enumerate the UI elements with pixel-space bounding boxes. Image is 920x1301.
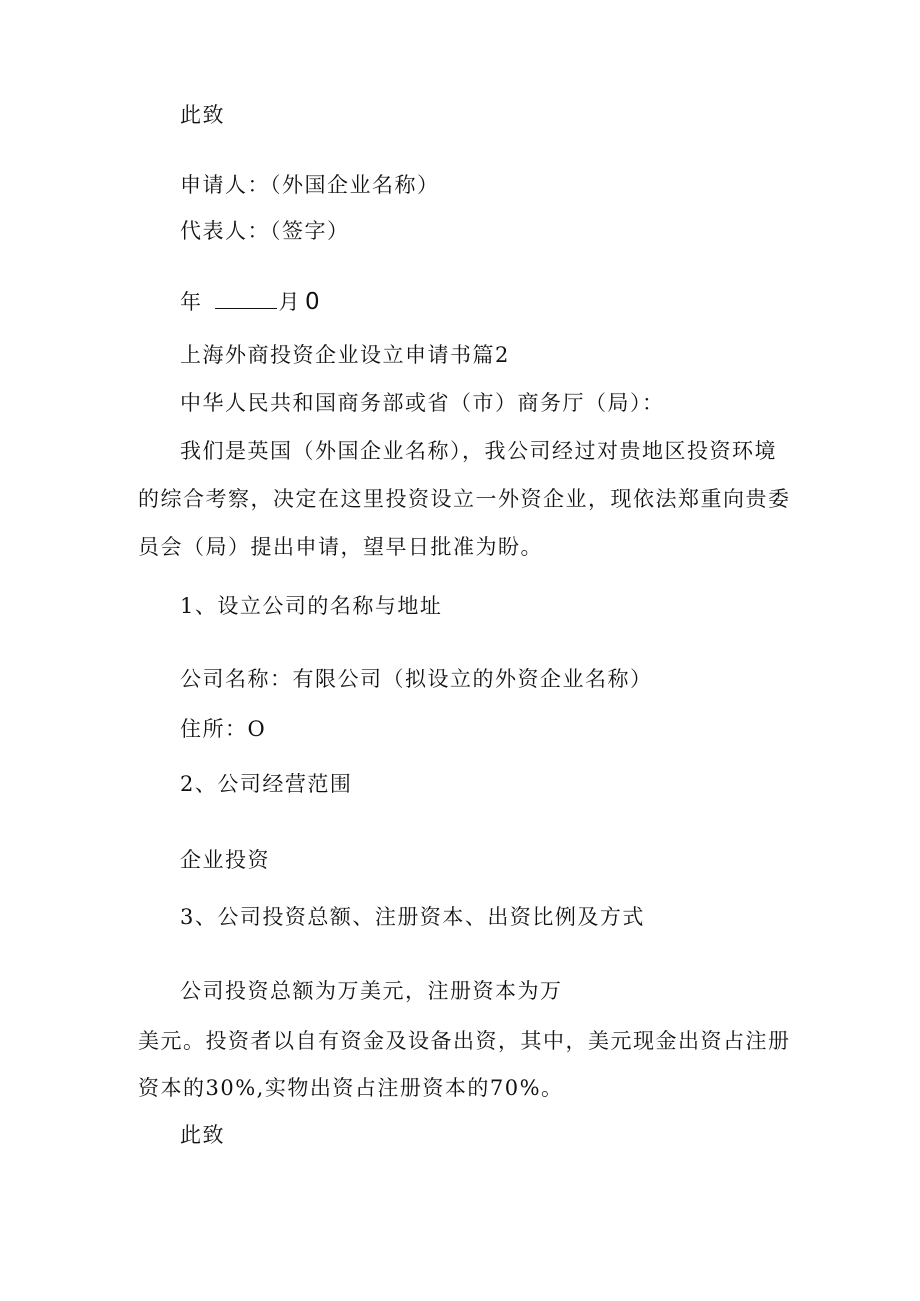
intro-paragraph-line-1: 我们是英国（外国企业名称），我公司经过对贵地区投资环境 — [180, 439, 777, 463]
heading-business-scope: 2、公司经营范围 — [180, 772, 353, 796]
applicant-line: 申请人：（外国企业名称） — [180, 173, 440, 197]
heading-name-address: 1、设立公司的名称与地址 — [180, 594, 443, 618]
addressee-line: 中华人民共和国商务部或省（市）商务厅（局）： — [180, 391, 665, 415]
address-line: 住所：O — [180, 717, 267, 741]
representative-line: 代表人：（签字） — [180, 219, 350, 243]
date-year-char: 年 — [180, 290, 203, 314]
date-day-value: 0 — [305, 289, 322, 315]
intro-paragraph-line-3: 员会（局）提出申请，望早日批准为盼。 — [138, 535, 543, 559]
intro-paragraph-line-2: 的综合考察，决定在这里投资设立一外资企业，现依法郑重向贵委 — [138, 487, 791, 511]
company-name-line: 公司名称：有限公司（拟设立的外资企业名称） — [180, 667, 653, 691]
business-scope-line: 企业投资 — [180, 848, 270, 872]
investment-paragraph-line-3: 资本的30%,实物出资占注册资本的70%。 — [138, 1076, 564, 1100]
closing-salutation-2: 此致 — [180, 1123, 225, 1147]
heading-investment: 3、公司投资总额、注册资本、出资比例及方式 — [180, 905, 645, 929]
investment-paragraph-line-2: 美元。投资者以自有资金及设备出资，其中，美元现金出资占注册 — [138, 1029, 791, 1053]
closing-salutation: 此致 — [180, 103, 225, 127]
date-blank — [215, 290, 277, 309]
section-title: 上海外商投资企业设立申请书篇2 — [180, 343, 510, 367]
date-month-char: 月 — [278, 290, 301, 314]
date-line — [180, 288, 321, 316]
investment-paragraph-line-1: 公司投资总额为万美元，注册资本为万 — [180, 979, 563, 1003]
